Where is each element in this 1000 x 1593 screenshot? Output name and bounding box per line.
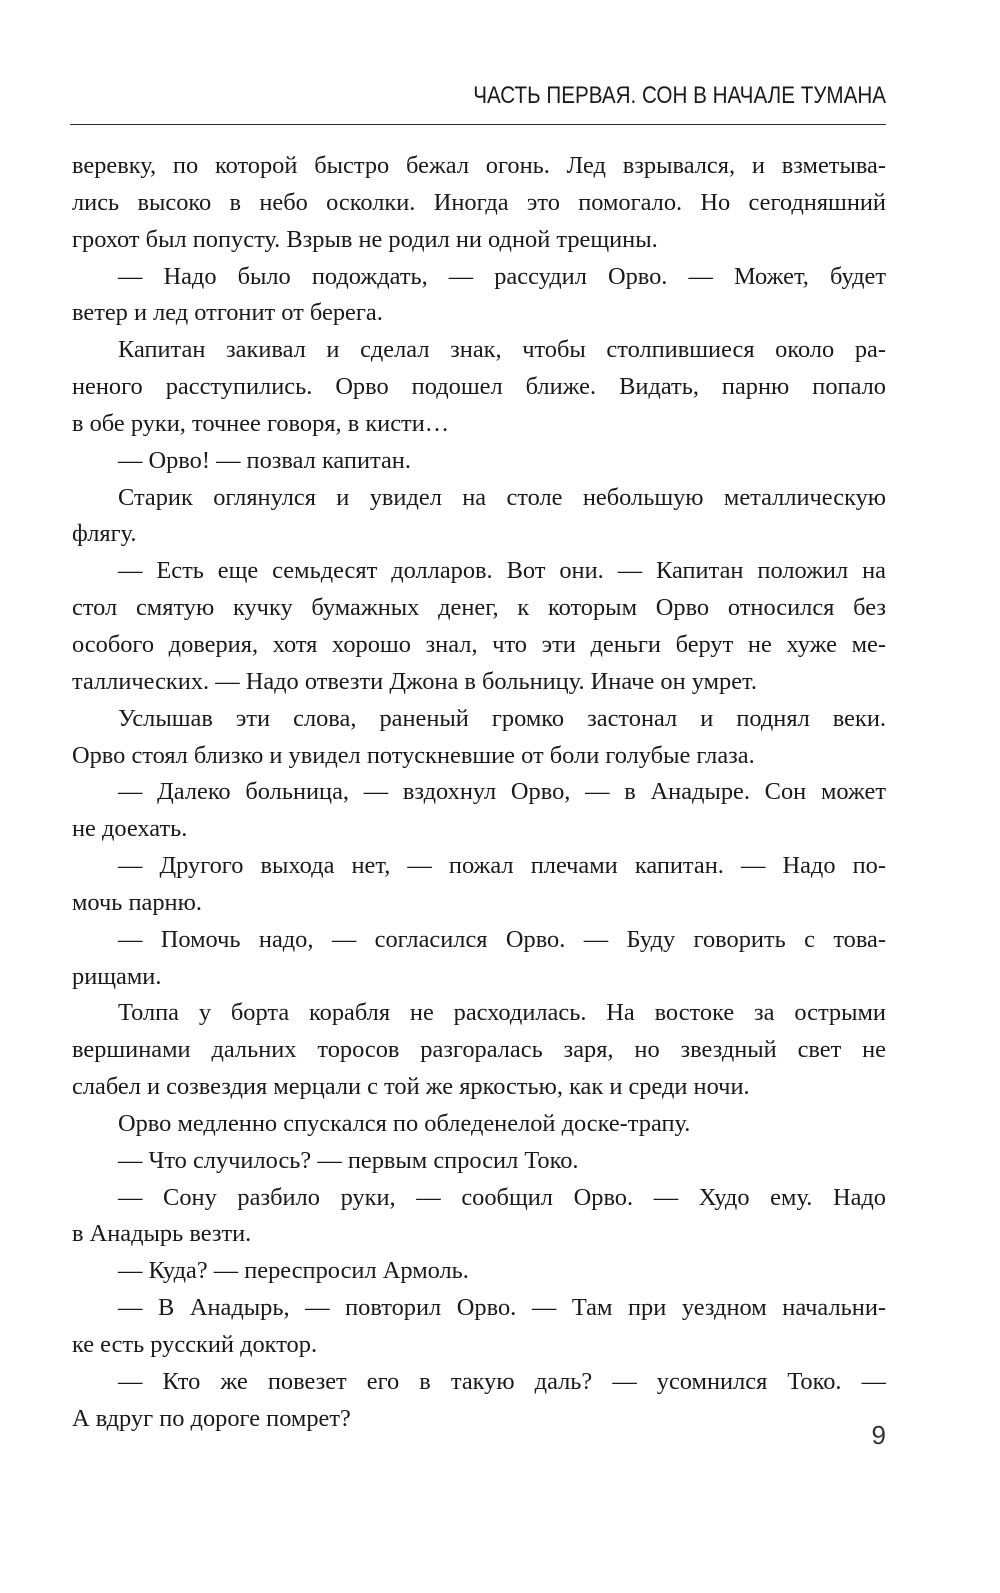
text-line: неного расступились. Орво подошел ближе. Видать, парню попало [72, 373, 886, 401]
text-line: ветер и лед отгонит от берега. [72, 299, 383, 327]
text-line: А вдруг по дороге помрет? [72, 1404, 351, 1432]
text-line: Услышав эти слова, раненый громко застонал и поднял веки. [118, 704, 886, 732]
text-line: — Далеко больница, — вздохнул Орво, — в Анадыре. Сон может [118, 778, 886, 806]
text-line: не доехать. [72, 815, 188, 843]
text-line: в обе руки, точнее говоря, в кисти… [72, 409, 450, 437]
text-line: Орво стоял близко и увидел потускневшие от боли голубые глаза. [72, 741, 755, 769]
text-line: — Надо было подождать, — рассудил Орво. — Может, будет [118, 262, 886, 290]
running-header [70, 76, 886, 125]
text-line: стол смятую кучку бумажных денег, к которым Орво относился без [72, 594, 886, 622]
body-text [72, 148, 886, 1438]
text-line: — Куда? — переспросил Армоль. [118, 1257, 469, 1285]
text-line: — В Анадырь, — повторил Орво. — Там при уездном начальни- [118, 1294, 886, 1322]
text-line: веревку, по которой быстро бежал огонь. Лед взрывался, и взметыва- [72, 152, 886, 179]
text-line: слабел и созвездия мерцали с той же яркостью, как и среди ночи. [72, 1073, 750, 1101]
text-line: — Что случилось? — первым спросил Токо. [118, 1146, 579, 1174]
text-line: Капитан закивал и сделал знак, чтобы столпившиеся около ра- [118, 336, 886, 364]
text-line: грохот был попусту. Взрыв не родил ни одной трещины. [72, 225, 658, 253]
text-line: — Кто же повезет его в такую даль? — усомнился Токо. — [118, 1367, 886, 1395]
text-line: — Помочь надо, — согласился Орво. — Буду говорить с това- [118, 925, 886, 953]
text-line: ке есть русский доктор. [72, 1331, 318, 1358]
text-line: Орво медленно спускался по обледенелой доске-трапу. [118, 1109, 691, 1137]
text-line: в Анадырь везти. [72, 1220, 252, 1248]
page-number: 9 [871, 1420, 886, 1450]
text-line: флягу. [72, 520, 137, 548]
text-line: Толпа у борта корабля не расходилась. На востоке за острыми [118, 999, 886, 1027]
text-line: — Другого выхода нет, — пожал плечами капитан. — Надо по- [118, 852, 886, 880]
text-line: таллических. — Надо отвезти Джона в больницу. Иначе он умрет. [72, 667, 757, 695]
text-line: — Есть еще семьдесят долларов. Вот они. — Капитан положил на [118, 557, 886, 585]
text-line: — Сону разбило руки, — сообщил Орво. — Худо ему. Надо [118, 1183, 886, 1211]
text-line: — Орво! — позвал капитан. [118, 446, 411, 474]
text-line: лись высоко в небо осколки. Иногда это помогало. Но сегодняшний [72, 188, 886, 216]
text-line: особого доверия, хотя хорошо знал, что эти деньги берут не хуже ме- [72, 630, 886, 658]
text-line: мочь парню. [72, 888, 202, 916]
text-line: рищами. [72, 962, 162, 990]
text-line: Старик оглянулся и увидел на столе небольшую металлическую [118, 483, 886, 511]
running-head-title: ЧАСТЬ ПЕРВАЯ. СОН В НАЧАЛЕ ТУМАНА [473, 82, 886, 109]
text-line: вершинами дальних торосов разгоралась заря, но звездный свет не [72, 1036, 886, 1064]
